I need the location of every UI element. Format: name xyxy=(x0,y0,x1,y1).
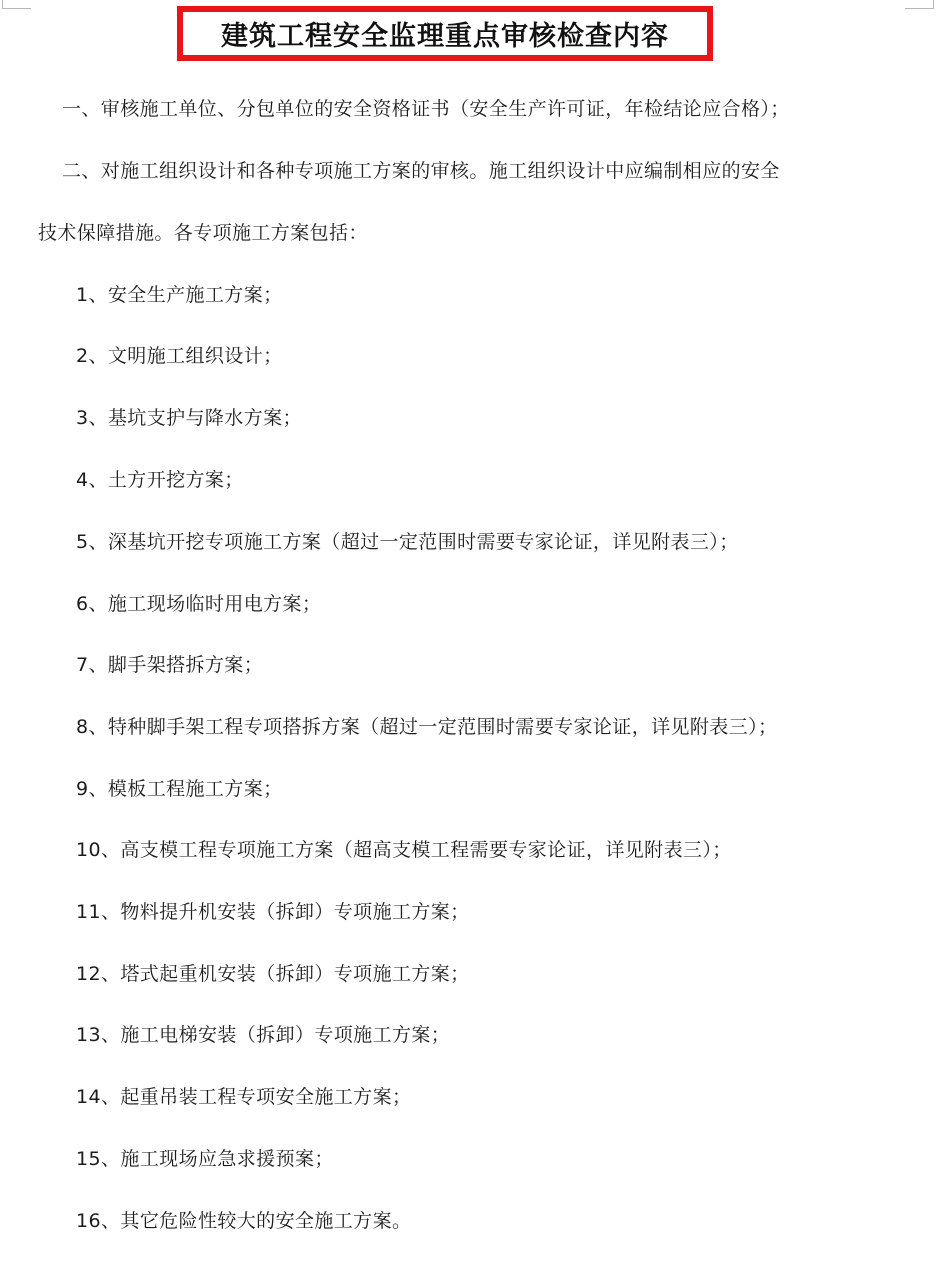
list-item: 15、施工现场应急求援预案； xyxy=(76,1148,334,1170)
section-2-line-1: 二、对施工组织设计和各种专项施工方案的审核。施工组织设计中应编制相应的安全 xyxy=(62,160,780,182)
list-item: 3、基坑支护与降水方案； xyxy=(76,407,302,429)
list-item: 4、土方开挖方案； xyxy=(76,469,244,491)
list-item: 14、起重吊装工程专项安全施工方案； xyxy=(76,1086,412,1108)
list-item: 10、高支模工程专项施工方案（超高支模工程需要专家论证，详见附表三）； xyxy=(76,839,732,861)
list-item: 12、塔式起重机安装（拆卸）专项施工方案； xyxy=(76,963,470,985)
page-corner-mark-left xyxy=(2,0,31,9)
document-title: 建筑工程安全监理重点审核检查内容 xyxy=(221,21,669,52)
list-item: 9、模板工程施工方案； xyxy=(76,778,283,800)
list-item: 13、施工电梯安装（拆卸）专项施工方案； xyxy=(76,1024,451,1046)
list-item: 11、物料提升机安装（拆卸）专项施工方案； xyxy=(76,901,470,923)
list-item: 8、特种脚手架工程专项搭拆方案（超过一定范围时需要专家论证，详见附表三）； xyxy=(76,716,778,738)
list-item: 5、深基坑开挖专项施工方案（超过一定范围时需要专家论证，详见附表三）； xyxy=(76,531,739,553)
title-box xyxy=(177,6,713,61)
section-1: 一、审核施工单位、分包单位的安全资格证书（安全生产许可证，年检结论应合格）； xyxy=(62,98,790,120)
list-item: 16、其它危险性较大的安全施工方案。 xyxy=(76,1210,412,1232)
list-item: 7、脚手架搭拆方案； xyxy=(76,654,264,676)
page-corner-mark-right xyxy=(905,0,934,9)
list-item: 6、施工现场临时用电方案； xyxy=(76,593,322,615)
list-item: 2、文明施工组织设计； xyxy=(76,345,283,367)
list-item: 1、安全生产施工方案； xyxy=(76,284,283,306)
section-2-line-2: 技术保障措施。各专项施工方案包括： xyxy=(38,222,368,244)
